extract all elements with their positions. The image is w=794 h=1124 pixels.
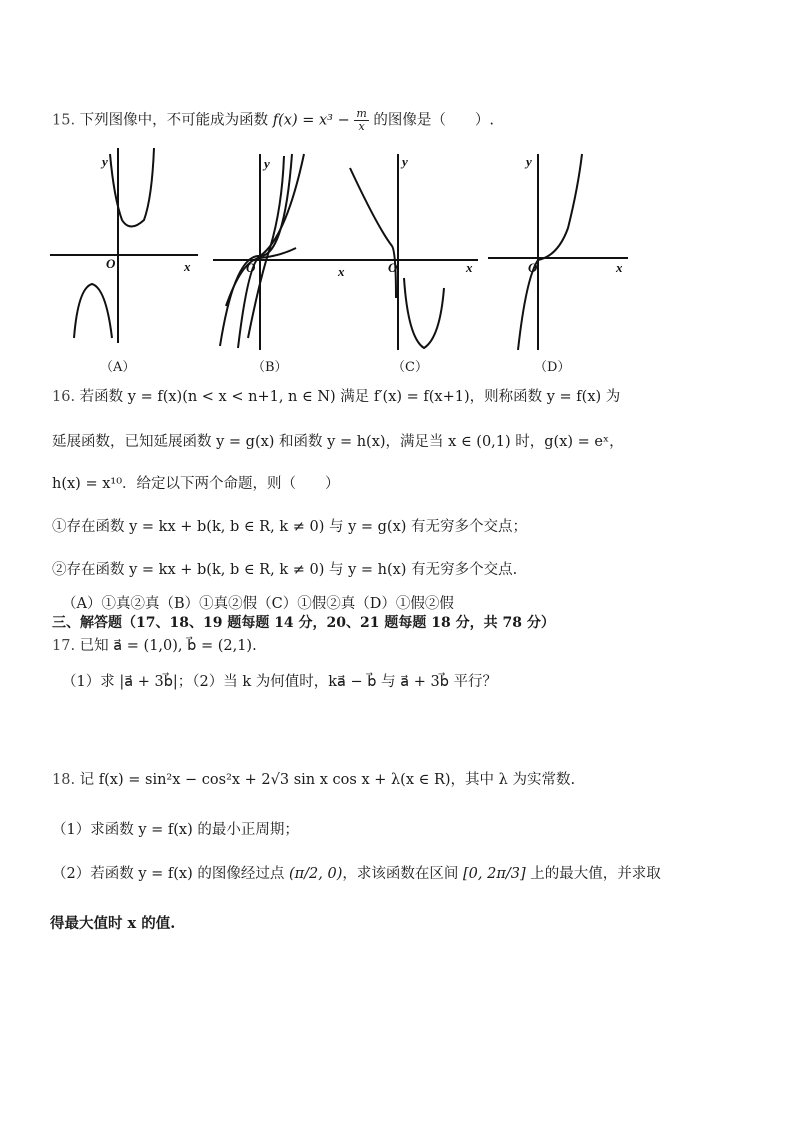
q18-stem xyxy=(52,768,575,789)
q15-fraction xyxy=(354,108,368,133)
graph-d-y-label: y xyxy=(526,154,532,169)
q18-part2 xyxy=(52,862,661,883)
q15-text-after: 的图像是（ ）. xyxy=(373,112,495,129)
graph-a-origin: O xyxy=(106,256,116,271)
q16-line3: h(x) = x¹⁰．给定以下两个命题，则（ ） xyxy=(52,476,340,492)
graph-c-origin: O xyxy=(388,260,398,275)
graph-b-x-label: x xyxy=(338,264,345,279)
graph-b-label: （B） xyxy=(252,360,288,375)
q18-part2-point: (π/2, 0) xyxy=(288,866,343,882)
graph-a-y-label: y xyxy=(102,154,108,169)
section-3-heading: 三、解答题（17、18、19 题每题 14 分，20、21 题每题 18 分，共 78 分） xyxy=(52,615,555,631)
q18-part2-c: 上的最大值，并求取 xyxy=(530,866,661,882)
q18-part2-continued: 得最大值时 x 的值. xyxy=(50,915,176,932)
q15-graphs xyxy=(48,138,648,378)
q17-number: 17. xyxy=(52,638,76,654)
graph-b-origin: O xyxy=(246,260,256,275)
graph-c-label: （C） xyxy=(392,360,428,375)
graph-d-label: （D） xyxy=(534,360,571,375)
q17-parts: （1）求 |a⃗ + 3b⃗|；（2）当 k 为何值时，ka⃗ − b⃗ 与 a⃗ + 3b⃗ 平行？ xyxy=(62,674,498,690)
q18-part2-b: ，求该函数在区间 xyxy=(342,866,459,882)
q16-line1 xyxy=(52,385,620,406)
q16-prop1: ①存在函数 y = kx + b(k, b ∈ R, k ≠ 0) 与 y = g(x) 有无穷多个交点； xyxy=(52,519,528,535)
q16-prop2: ②存在函数 y = kx + b(k, b ∈ R, k ≠ 0) 与 y = h(x) 有无穷多个交点. xyxy=(52,562,518,578)
graph-a-label: （A） xyxy=(100,360,136,375)
q15-func: f(x) = x³ − xyxy=(272,112,355,129)
q18-part1: （1）求函数 y = f(x) 的最小正周期； xyxy=(52,822,299,838)
q16-line2: 延展函数，已知延展函数 y = g(x) 和函数 y = h(x)，满足当 x ∈ (0,1) 时，g(x) = eˣ， xyxy=(52,434,624,450)
graph-c-y-label: y xyxy=(402,154,408,169)
q17-given xyxy=(52,634,257,655)
q15-stem xyxy=(52,108,494,133)
graph-d xyxy=(488,154,628,350)
q15-frac-num: m xyxy=(356,107,367,120)
graph-d-x-label: x xyxy=(616,260,623,275)
q18-part2-a: （2）若函数 y = f(x) 的图像经过点 xyxy=(52,866,285,882)
q16-line1-text: 若函数 y = f(x)(n < x < n+1, n ∈ N) 满足 f′(x) = f(x+1)，则称函数 y = f(x) 为 xyxy=(79,389,621,405)
graph-a xyxy=(50,148,198,343)
graph-c-x-label: x xyxy=(466,260,473,275)
q15-text-before: 下列图像中，不可能成为函数 xyxy=(79,112,269,129)
q18-stem-text: 记 f(x) = sin²x − cos²x + 2√3 sin x cos x + λ(x ∈ R)，其中 λ 为实常数. xyxy=(79,772,576,788)
q17-given-text: 已知 a⃗ = (1,0), b⃗ = (2,1). xyxy=(79,638,257,654)
q16-options: （A）①真②真（B）①真②假（C）①假②真（D）①假②假 xyxy=(62,596,454,612)
graph-a-x-label: x xyxy=(184,259,191,274)
graph-d-origin: O xyxy=(528,260,538,275)
graph-b xyxy=(213,154,348,350)
q15-frac-den: x xyxy=(358,120,365,133)
q18-number: 18. xyxy=(52,772,76,788)
q15-number: 15. xyxy=(52,112,76,129)
graph-b-y-label: y xyxy=(264,156,270,171)
q18-part2-interval: [0, 2π/3] xyxy=(463,866,526,882)
q16-number: 16. xyxy=(52,389,76,405)
graph-c xyxy=(348,154,478,350)
